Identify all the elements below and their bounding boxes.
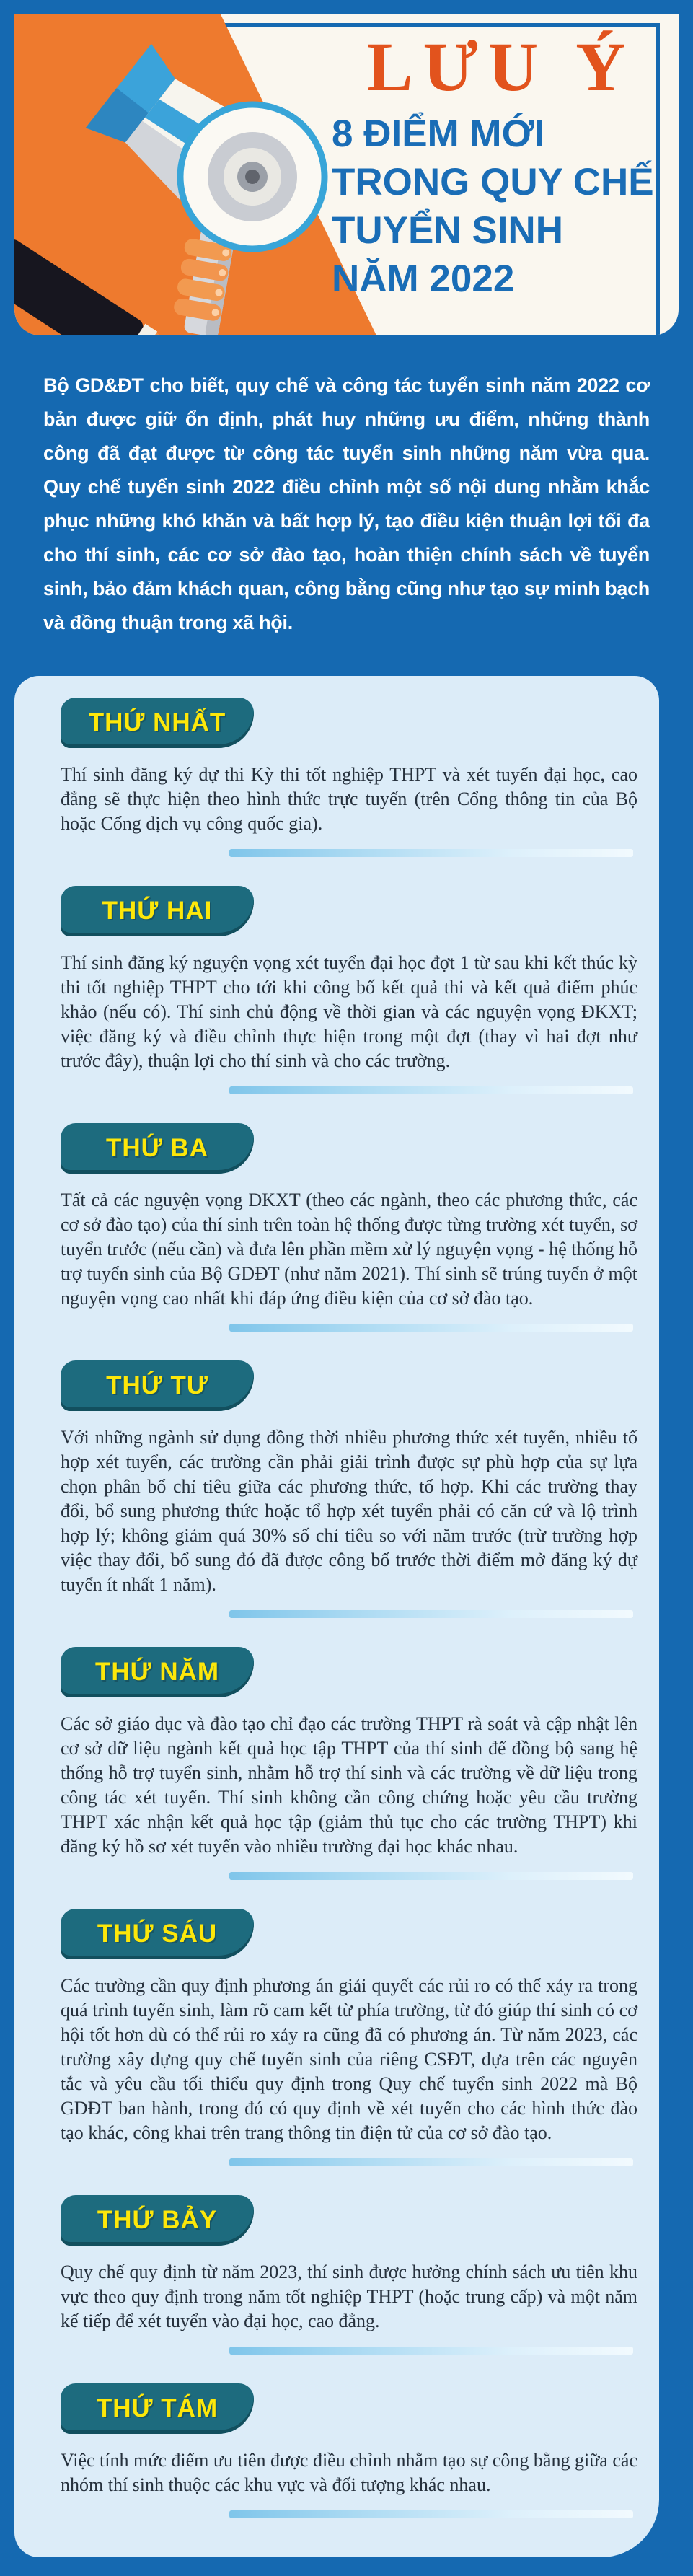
section-divider bbox=[229, 849, 633, 857]
section-badge-label: THỨ BA bbox=[106, 1134, 208, 1162]
section-thu-hai bbox=[61, 886, 637, 1094]
page-subtitle-line: 8 ĐIỂM MỚI bbox=[332, 113, 545, 155]
section-badge bbox=[61, 1360, 254, 1411]
section-divider bbox=[229, 1872, 633, 1880]
page-subtitle-line: TUYỂN SINH bbox=[332, 209, 563, 252]
section-body: Các trường cần quy định phương án giải quyết các rủi ro có thể xảy ra trong quá trình tuyển sinh, làm rõ cam kết từ phía trường, từ đó giúp thí sinh có cơ hội tốt hơn dù có thể rủi ro xảy ra cũng đã có phương án. Từ năm 2023, các trường xây dựng quy chế tuyển sinh của riêng CSĐT, dựa trên các nguyên tắc và yêu cầu tối thiểu quy định trong Quy chế tuyển sinh 2022 mà Bộ GDĐT ban hành, trong đó có quy định về xét tuyển cho các hình thức đào tạo khác, công khai trên trang thông tin điện tử của cơ sở đào tạo. bbox=[61, 1975, 637, 2143]
section-badge bbox=[61, 698, 254, 748]
section-badge-label: THỨ BẢY bbox=[97, 2206, 218, 2234]
section-badge-label: THỨ TƯ bbox=[106, 1371, 208, 1399]
hero-text-block bbox=[332, 25, 671, 303]
section-thu-nhat bbox=[61, 698, 637, 857]
page-subtitle-line: NĂM 2022 bbox=[332, 258, 515, 300]
intro-section bbox=[14, 335, 679, 676]
section-badge bbox=[61, 2383, 254, 2434]
section-badge-label: THỨ NĂM bbox=[94, 1658, 220, 1686]
section-divider bbox=[229, 2510, 633, 2518]
section-body: Thí sinh đăng ký nguyện vọng xét tuyển đại học đợt 1 từ sau khi kết thúc kỳ thi tốt nghiệp THPT cho tới khi công bố kết quả thi và kết quả điểm phúc khảo (nếu có). Thí sinh chủ động về thời gian và các nguyện vọng ĐKXT; việc đăng ký và điều chỉnh thực hiện trong một đợt (thay vì hai đợt như trước đây), thuận lợi cho thí sinh và cho các trường. bbox=[61, 952, 637, 1071]
content-panel bbox=[14, 676, 659, 2557]
hero-header bbox=[14, 14, 679, 335]
section-divider bbox=[229, 2158, 633, 2166]
section-thu-sau bbox=[61, 1909, 637, 2166]
section-divider bbox=[229, 1610, 633, 1618]
section-badge-label: THỨ NHẤT bbox=[88, 708, 226, 737]
page-title: LƯU Ý bbox=[366, 28, 636, 105]
section-badge-label: THỨ SÁU bbox=[97, 1920, 218, 1948]
section-badge bbox=[61, 1909, 254, 1959]
section-badge bbox=[61, 886, 254, 936]
section-thu-nam bbox=[61, 1647, 637, 1880]
infographic-page bbox=[14, 14, 679, 2557]
section-thu-tam bbox=[61, 2383, 637, 2518]
intro-paragraph: Bộ GD&ĐT cho biết, quy chế và công tác tuyển sinh năm 2022 cơ bản được giữ ổn định, phát huy những ưu điểm, những thành công đã đạt được từ công tác tuyển sinh những năm vừa qua. Quy chế tuyển sinh 2022 điều chỉnh một số nội dung nhằm khắc phục những khó khăn và bất hợp lý, tạo điều kiện thuận lợi tối đa cho thí sinh, các cơ sở đào tạo, hoàn thiện chính sách về tuyển sinh, bảo đảm khách quan, công bằng cũng như tạo sự minh bạch và đồng thuận trong xã hội. bbox=[43, 374, 650, 633]
page-subtitle-line: TRONG QUY CHẾ bbox=[332, 161, 654, 203]
section-badge-label: THỨ TÁM bbox=[96, 2394, 219, 2422]
section-badge bbox=[61, 2195, 254, 2246]
section-body: Quy chế quy định từ năm 2023, thí sinh được hưởng chính sách ưu tiên khu vực theo quy định trong năm tốt nghiệp THPT (hoặc trung cấp) và một năm kế tiếp để xét tuyển vào đại học, cao đẳng. bbox=[61, 2261, 637, 2331]
section-thu-ba bbox=[61, 1123, 637, 1332]
section-thu-tu bbox=[61, 1360, 637, 1618]
section-badge bbox=[61, 1123, 254, 1174]
section-thu-bay bbox=[61, 2195, 637, 2355]
section-divider bbox=[229, 1324, 633, 1332]
section-body: Thí sinh đăng ký dự thi Kỳ thi tốt nghiệp THPT và xét tuyển đại học, cao đẳng sẽ thực hiện theo hình thức trực tuyến (trên Cổng thông tin của Bộ hoặc Cổng dịch vụ công quốc gia). bbox=[61, 764, 637, 834]
section-body: Với những ngành sử dụng đồng thời nhiều phương thức xét tuyển, nhiều tổ hợp xét tuyển, các trường cần phải giải trình được sự phù hợp của sự lựa chọn phân bổ chỉ tiêu giữa các phương thức, tổ hợp. Khi các trường thay đổi, bổ sung phương thức hoặc tổ hợp xét tuyển phải có căn cứ và lộ trình hợp lý; không giảm quá 30% số chỉ tiêu so với năm trước (trừ trường hợp việc thay đổi, bổ sung đó đã được công bố trước thời điểm mở đăng ký dự tuyển ít nhất 1 năm). bbox=[61, 1427, 637, 1595]
section-divider bbox=[229, 1086, 633, 1094]
section-body: Các sở giáo dục và đào tạo chỉ đạo các trường THPT rà soát và cập nhật lên cơ sở dữ liệu ngành kết quả học tập THPT của thí sinh để đồng bộ sang hệ thống hỗ trợ tuyển sinh, nhằm hỗ trợ thí sinh và các trường về dữ liệu trong công tác xét tuyển. Thí sinh không cần công chứng hoặc yêu cầu trường THPT xác nhận kết quả học tập (giảm thủ tục cho các trường THPT) khi đăng ký hồ sơ xét tuyển vào nhiều trường đại học khác nhau. bbox=[61, 1713, 637, 1857]
section-body: Việc tính mức điểm ưu tiên được điều chỉnh nhằm tạo sự công bằng giữa các nhóm thí sinh thuộc các khu vực và đối tượng khác nhau. bbox=[61, 2450, 637, 2495]
section-badge-label: THỨ HAI bbox=[102, 897, 213, 925]
section-divider bbox=[229, 2347, 633, 2355]
section-badge bbox=[61, 1647, 254, 1697]
section-body: Tất cả các nguyện vọng ĐKXT (theo các ngành, theo các phương thức, các cơ sở đào tạo) của thí sinh trên toàn hệ thống được từng trường xét tuyển, sơ tuyển trước (nếu cần) và đưa lên phần mềm xử lý nguyện vọng - hệ thống hỗ trợ tuyển sinh của Bộ GDĐT (như năm 2021). Thí sinh sẽ trúng tuyển ở một nguyện vọng cao nhất khi đáp ứng điều kiện của cơ sở đào tạo. bbox=[61, 1190, 637, 1309]
